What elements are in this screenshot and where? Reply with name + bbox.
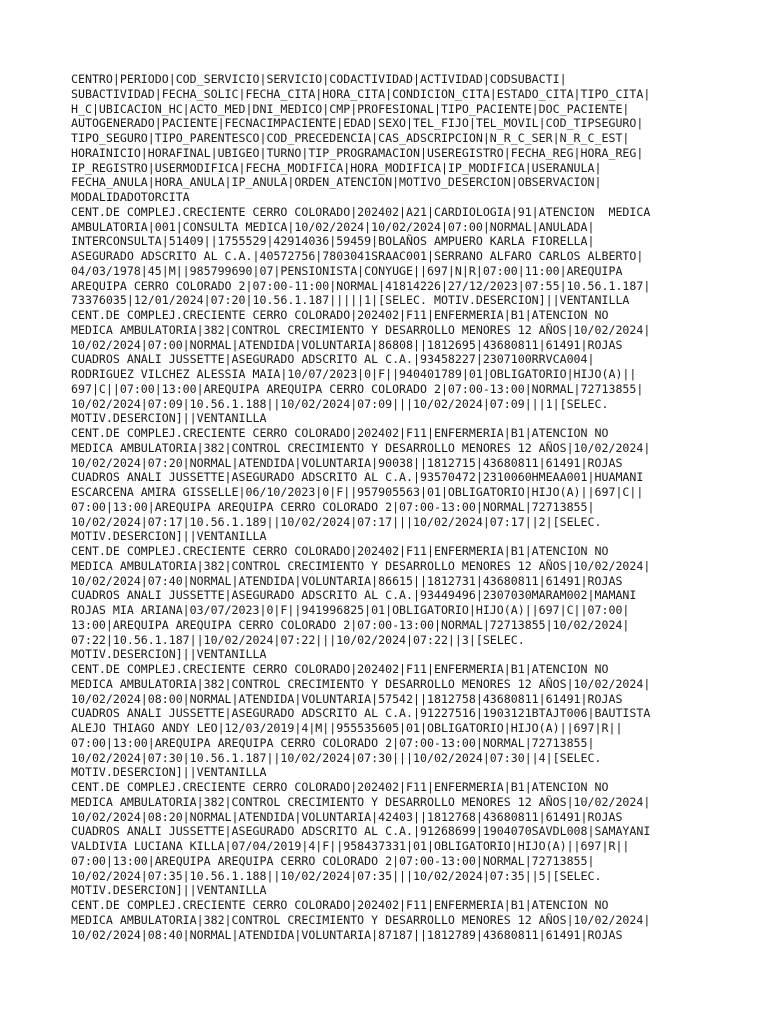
text-line: MOTIV.DESERCION]||VENTANILLA	[71, 411, 267, 426]
document-page	[71, 72, 711, 942]
text-line: MEDICA AMBULATORIA|382|CONTROL CRECIMIENTO Y DESARROLLO MENORES 12 AÑOS|10/02/2024|	[71, 676, 651, 691]
text-line: MOTIV.DESERCION]||VENTANILLA	[71, 647, 267, 662]
text-line: FECHA_ANULA|HORA_ANULA|IP_ANULA|ORDEN_ATENCION|MOTIVO_DESERCION|OBSERVACION|	[71, 175, 602, 190]
text-line: 10/02/2024|08:40|NORMAL|ATENDIDA|VOLUNTARIA|87187||1812789|43680811|61491|ROJAS	[71, 927, 623, 942]
text-line: SUBACTIVIDAD|FECHA_SOLIC|FECHA_CITA|HORA_CITA|CONDICION_CITA|ESTADO_CITA|TIPO_CITA|	[71, 86, 651, 101]
text-line: CENT.DE COMPLEJ.CRECIENTE CERRO COLORADO|202402|F11|ENFERMERIA|B1|ATENCION NO	[71, 308, 609, 322]
text-line: AUTOGENERADO|PACIENTE|FECNACIMPACIENTE|EDAD|SEXO|TEL_FIJO|TEL_MOVIL|COD_TIPSEGURO|	[71, 116, 644, 131]
text-line: 13:00|AREQUIPA AREQUIPA CERRO COLORADO 2|07:00-13:00|NORMAL|72713855|10/02/2024|	[71, 617, 630, 632]
text-line: CENT.DE COMPLEJ.CRECIENTE CERRO COLORADO|202402|F11|ENFERMERIA|B1|ATENCION NO	[71, 544, 609, 558]
text-line: MOTIV.DESERCION]||VENTANILLA	[71, 529, 267, 544]
text-line: CENT.DE COMPLEJ.CRECIENTE CERRO COLORADO|202402|F11|ENFERMERIA|B1|ATENCION NO	[71, 426, 609, 440]
text-line: MEDICA AMBULATORIA|382|CONTROL CRECIMIENTO Y DESARROLLO MENORES 12 AÑOS|10/02/2024|	[71, 912, 651, 927]
text-line: CENT.DE COMPLEJ.CRECIENTE CERRO COLORADO|202402|A21|CARDIOLOGIA|91|ATENCION MEDICA	[71, 204, 651, 219]
text-line: CENT.DE COMPLEJ.CRECIENTE CERRO COLORADO|202402|F11|ENFERMERIA|B1|ATENCION NO	[71, 780, 609, 794]
text-line: AMBULATORIA|001|CONSULTA MEDICA|10/02/2024|10/02/2024|07:00|NORMAL|ANULADA|	[71, 219, 595, 234]
text-line: 07:00|13:00|AREQUIPA AREQUIPA CERRO COLORADO 2|07:00-13:00|NORMAL|72713855|	[71, 853, 595, 868]
text-line: 07:22|10.56.1.187||10/02/2024|07:22|||10/02/2024|07:22||3|[SELEC.	[71, 632, 525, 647]
text-line: CUADROS ANALI JUSSETTE|ASEGURADO ADSCRITO AL C.A.|91268699|1904070SAVDL008|SAMAYANI	[71, 824, 651, 839]
text-line: CUADROS ANALI JUSSETTE|ASEGURADO ADSCRITO AL C.A.|93449496|2307030MARAM002|MAMANI	[71, 588, 637, 603]
text-line: 10/02/2024|08:20|NORMAL|ATENDIDA|VOLUNTARIA|42403||1812768|43680811|61491|ROJAS	[71, 809, 623, 824]
text-line: VALDIVIA LUCIANA KILLA|07/04/2019|4|F||958437331|01|OBLIGATORIO|HIJO(A)||697|R||	[71, 839, 630, 853]
text-line: INTERCONSULTA|51409||1755529|42914036|59459|BOLAÑOS AMPUERO KARLA FIORELLA|	[71, 234, 595, 249]
text-line: ASEGURADO ADSCRITO AL C.A.|40572756|7803041SRAAC001|SERRANO ALFARO CARLOS ALBERTO|	[71, 249, 644, 263]
text-line: MEDICA AMBULATORIA|382|CONTROL CRECIMIENTO Y DESARROLLO MENORES 12 AÑOS|10/02/2024|	[71, 322, 651, 337]
text-line: CENTRO|PERIODO|COD_SERVICIO|SERVICIO|CODACTIVIDAD|ACTIVIDAD|CODSUBACTI|	[71, 72, 567, 86]
text-line: IP_REGISTRO|USERMODIFICA|FECHA_MODIFICA|HORA_MODIFICA|IP_MODIFICA|USERANULA|	[71, 160, 602, 175]
text-line: AREQUIPA CERRO COLORADO 2|07:00-11:00|NORMAL|41814226|27/12/2023|07:55|10.56.1.187|	[71, 278, 651, 293]
text-line: CUADROS ANALI JUSSETTE|ASEGURADO ADSCRITO AL C.A.|93570472|2310060HMEAA001|HUAMANI	[71, 470, 644, 485]
text-line: 04/03/1978|45|M||985799690|07|PENSIONISTA|CONYUGE||697|N|R|07:00|11:00|AREQUIPA	[71, 263, 623, 278]
text-line: MEDICA AMBULATORIA|382|CONTROL CRECIMIENTO Y DESARROLLO MENORES 12 AÑOS|10/02/2024|	[71, 794, 651, 809]
text-line: MODALIDADOTORCITA	[71, 190, 190, 204]
text-line: ROJAS MIA ARIANA|03/07/2023|0|F||941996825|01|OBLIGATORIO|HIJO(A)||697|C||07:00|	[71, 603, 630, 617]
text-line: RODRIGUEZ VILCHEZ ALESSIA MAIA|10/07/2023|0|F||940401789|01|OBLIGATORIO|HIJO(A)||	[71, 367, 637, 381]
text-line: 10/02/2024|08:00|NORMAL|ATENDIDA|VOLUNTARIA|57542||1812758|43680811|61491|ROJAS	[71, 691, 623, 706]
text-line: CUADROS ANALI JUSSETTE|ASEGURADO ADSCRITO AL C.A.|91227516|1903121BTAJT006|BAUTISTA	[71, 706, 651, 721]
text-line: 10/02/2024|07:40|NORMAL|ATENDIDA|VOLUNTARIA|86615||1812731|43680811|61491|ROJAS	[71, 573, 623, 588]
text-line: 10/02/2024|07:17|10.56.1.189||10/02/2024|07:17|||10/02/2024|07:17||2|[SELEC.	[71, 514, 602, 529]
text-line: 10/02/2024|07:09|10.56.1.188||10/02/2024|07:09|||10/02/2024|07:09|||1|[SELEC.	[71, 396, 609, 411]
text-line: CENT.DE COMPLEJ.CRECIENTE CERRO COLORADO|202402|F11|ENFERMERIA|B1|ATENCION NO	[71, 662, 609, 676]
text-line: MOTIV.DESERCION]||VENTANILLA	[71, 883, 267, 898]
text-line: 07:00|13:00|AREQUIPA AREQUIPA CERRO COLORADO 2|07:00-13:00|NORMAL|72713855|	[71, 499, 595, 514]
text-line: MOTIV.DESERCION]||VENTANILLA	[71, 765, 267, 780]
text-line: 10/02/2024|07:20|NORMAL|ATENDIDA|VOLUNTARIA|90038||1812715|43680811|61491|ROJAS	[71, 455, 623, 470]
text-line: CUADROS ANALI JUSSETTE|ASEGURADO ADSCRITO AL C.A.|93458227|2307100RRVCA004|	[71, 352, 595, 367]
text-line: MEDICA AMBULATORIA|382|CONTROL CRECIMIENTO Y DESARROLLO MENORES 12 AÑOS|10/02/2024|	[71, 558, 651, 573]
text-line: ALEJO THIAGO ANDY LEO|12/03/2019|4|M||955535605|01|OBLIGATORIO|HIJO(A)||697|R||	[71, 721, 623, 735]
text-line: 697|C||07:00|13:00|AREQUIPA AREQUIPA CERRO COLORADO 2|07:00-13:00|NORMAL|72713855|	[71, 381, 644, 396]
text-line: 10/02/2024|07:35|10.56.1.188||10/02/2024|07:35|||10/02/2024|07:35||5|[SELEC.	[71, 868, 602, 883]
text-line: MEDICA AMBULATORIA|382|CONTROL CRECIMIENTO Y DESARROLLO MENORES 12 AÑOS|10/02/2024|	[71, 440, 651, 455]
text-line: HORAINICIO|HORAFINAL|UBIGEO|TURNO|TIP_PROGRAMACION|USEREGISTRO|FECHA_REG|HORA_REG|	[71, 145, 644, 160]
text-line: TIPO_SEGURO|TIPO_PARENTESCO|COD_PRECEDENCIA|CAS_ADSCRIPCION|N_R_C_SER|N_R_C_EST|	[71, 131, 630, 145]
text-line: CENT.DE COMPLEJ.CRECIENTE CERRO COLORADO|202402|F11|ENFERMERIA|B1|ATENCION NO	[71, 898, 609, 912]
text-line: 73376035|12/01/2024|07:20|10.56.1.187|||||1|[SELEC. MOTIV.DESERCION]||VENTANILLA	[71, 293, 630, 308]
text-line: ESCARCENA AMIRA GISSELLE|06/10/2023|0|F||957905563|01|OBLIGATORIO|HIJO(A)||697|C||	[71, 485, 644, 499]
text-line: 10/02/2024|07:30|10.56.1.187||10/02/2024|07:30|||10/02/2024|07:30||4|[SELEC.	[71, 750, 602, 765]
text-line: H_C|UBICACION_HC|ACTO_MED|DNI_MEDICO|CMP|PROFESIONAL|TIPO_PACIENTE|DOC_PACIENTE|	[71, 101, 630, 116]
text-line: 07:00|13:00|AREQUIPA AREQUIPA CERRO COLORADO 2|07:00-13:00|NORMAL|72713855|	[71, 735, 595, 750]
text-line: 10/02/2024|07:00|NORMAL|ATENDIDA|VOLUNTARIA|86808||1812695|43680811|61491|ROJAS	[71, 337, 623, 352]
